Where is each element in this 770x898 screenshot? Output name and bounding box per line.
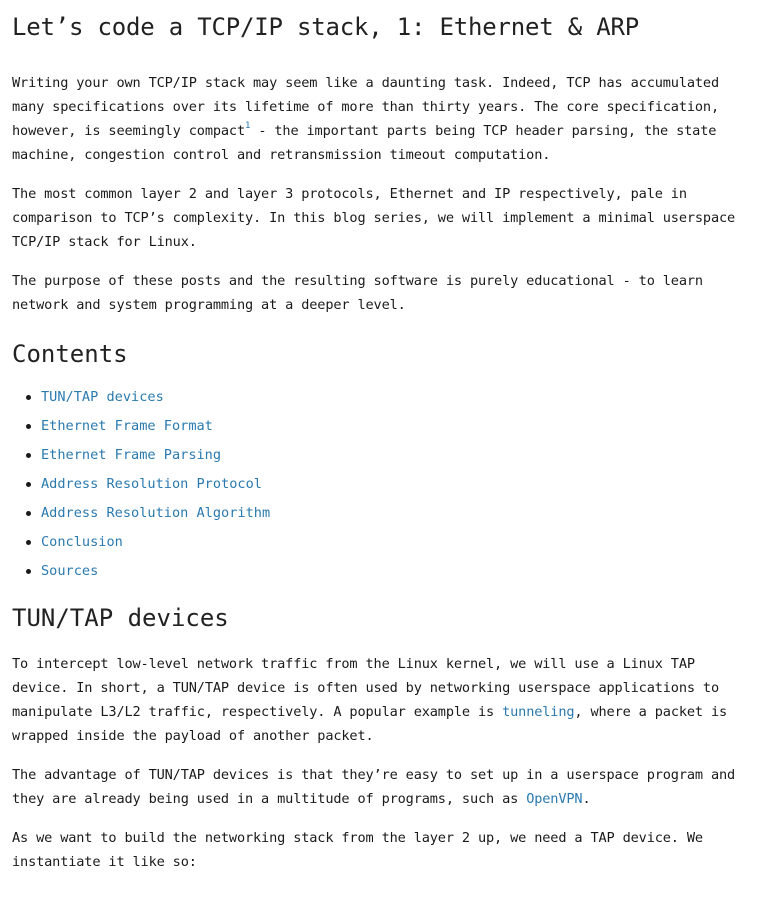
intro-paragraph-3: The purpose of these posts and the resulting software is purely educational - to learn network and system programming at a deeper level. — [12, 273, 703, 313]
contents-link-conclusion[interactable]: Conclusion — [41, 534, 123, 550]
contents-link-frame-parsing[interactable]: Ethernet Frame Parsing — [41, 447, 222, 463]
intro-paragraph-2: The most common layer 2 and layer 3 protocols, Ethernet and IP respectively, pale in comparison to TCP’s complexity. In this blog series, we will implement a minimal userspace TCP/IP stack for Linux. — [12, 186, 736, 250]
contents-link-sources[interactable]: Sources — [41, 563, 99, 579]
tuntap-paragraph-2-text: The advantage of TUN/TAP devices is that they’re easy to set up in a userspace program and they are already being used in a multitude of programs, such as — [12, 767, 736, 807]
bullet-icon — [26, 540, 31, 545]
contents-list — [12, 383, 752, 586]
bullet-icon — [26, 395, 31, 400]
contents-item — [12, 528, 752, 557]
contents-link-frame-format[interactable]: Ethernet Frame Format — [41, 418, 213, 434]
openvpn-link[interactable]: OpenVPN — [526, 791, 583, 807]
tuntap-paragraph-1-text: To intercept low-level network traffic from the Linux kernel, we will use a Linux TAP device. In short, a TUN/TAP device is often used by networking userspace applications to manipulate L3/L2 traffic, respectively. A popular example is — [12, 656, 720, 720]
intro-paragraph-1-text: Writing your own TCP/IP stack may seem like a daunting task. Indeed, TCP has accumulated many specifications over its lifetime of more than thirty years. The core specification, however, is seemingly compact — [12, 75, 720, 139]
bullet-icon — [26, 424, 31, 429]
contents-link-arp-algorithm[interactable]: Address Resolution Algorithm — [41, 505, 271, 521]
contents-item — [12, 383, 752, 412]
intro-paragraph-1-text-end: - the important parts being TCP header parsing, the state machine, congestion control and retransmission timeout computation. — [12, 123, 717, 163]
bullet-icon — [26, 453, 31, 458]
intro-paragraph-1 — [12, 71, 752, 167]
tuntap-paragraph-1-text-end: , where a packet is wrapped inside the payload of another packet. — [12, 704, 728, 744]
contents-item — [12, 557, 752, 586]
contents-item — [12, 470, 752, 499]
contents-item — [12, 499, 752, 528]
contents-item — [12, 412, 752, 441]
tunneling-link[interactable]: tunneling — [502, 704, 575, 720]
tuntap-paragraph-1 — [12, 652, 752, 748]
tuntap-paragraph-2-text-end: . — [582, 791, 591, 807]
page-title: Let’s code a TCP/IP stack, 1: Ethernet & ARP — [12, 13, 639, 41]
tuntap-heading: TUN/TAP devices — [12, 604, 229, 632]
contents-heading: Contents — [12, 340, 128, 368]
contents-link-arp[interactable]: Address Resolution Protocol — [41, 476, 262, 492]
tuntap-paragraph-3: As we want to build the networking stack from the layer 2 up, we need a TAP device. We instantiate it like so: — [12, 830, 703, 870]
contents-link-tuntap[interactable]: TUN/TAP devices — [41, 389, 164, 405]
bullet-icon — [26, 511, 31, 516]
footnote-ref-1[interactable]: 1 — [245, 121, 251, 131]
bullet-icon — [26, 569, 31, 574]
tuntap-paragraph-2 — [12, 763, 752, 811]
contents-item — [12, 441, 752, 470]
article — [0, 12, 770, 874]
bullet-icon — [26, 482, 31, 487]
